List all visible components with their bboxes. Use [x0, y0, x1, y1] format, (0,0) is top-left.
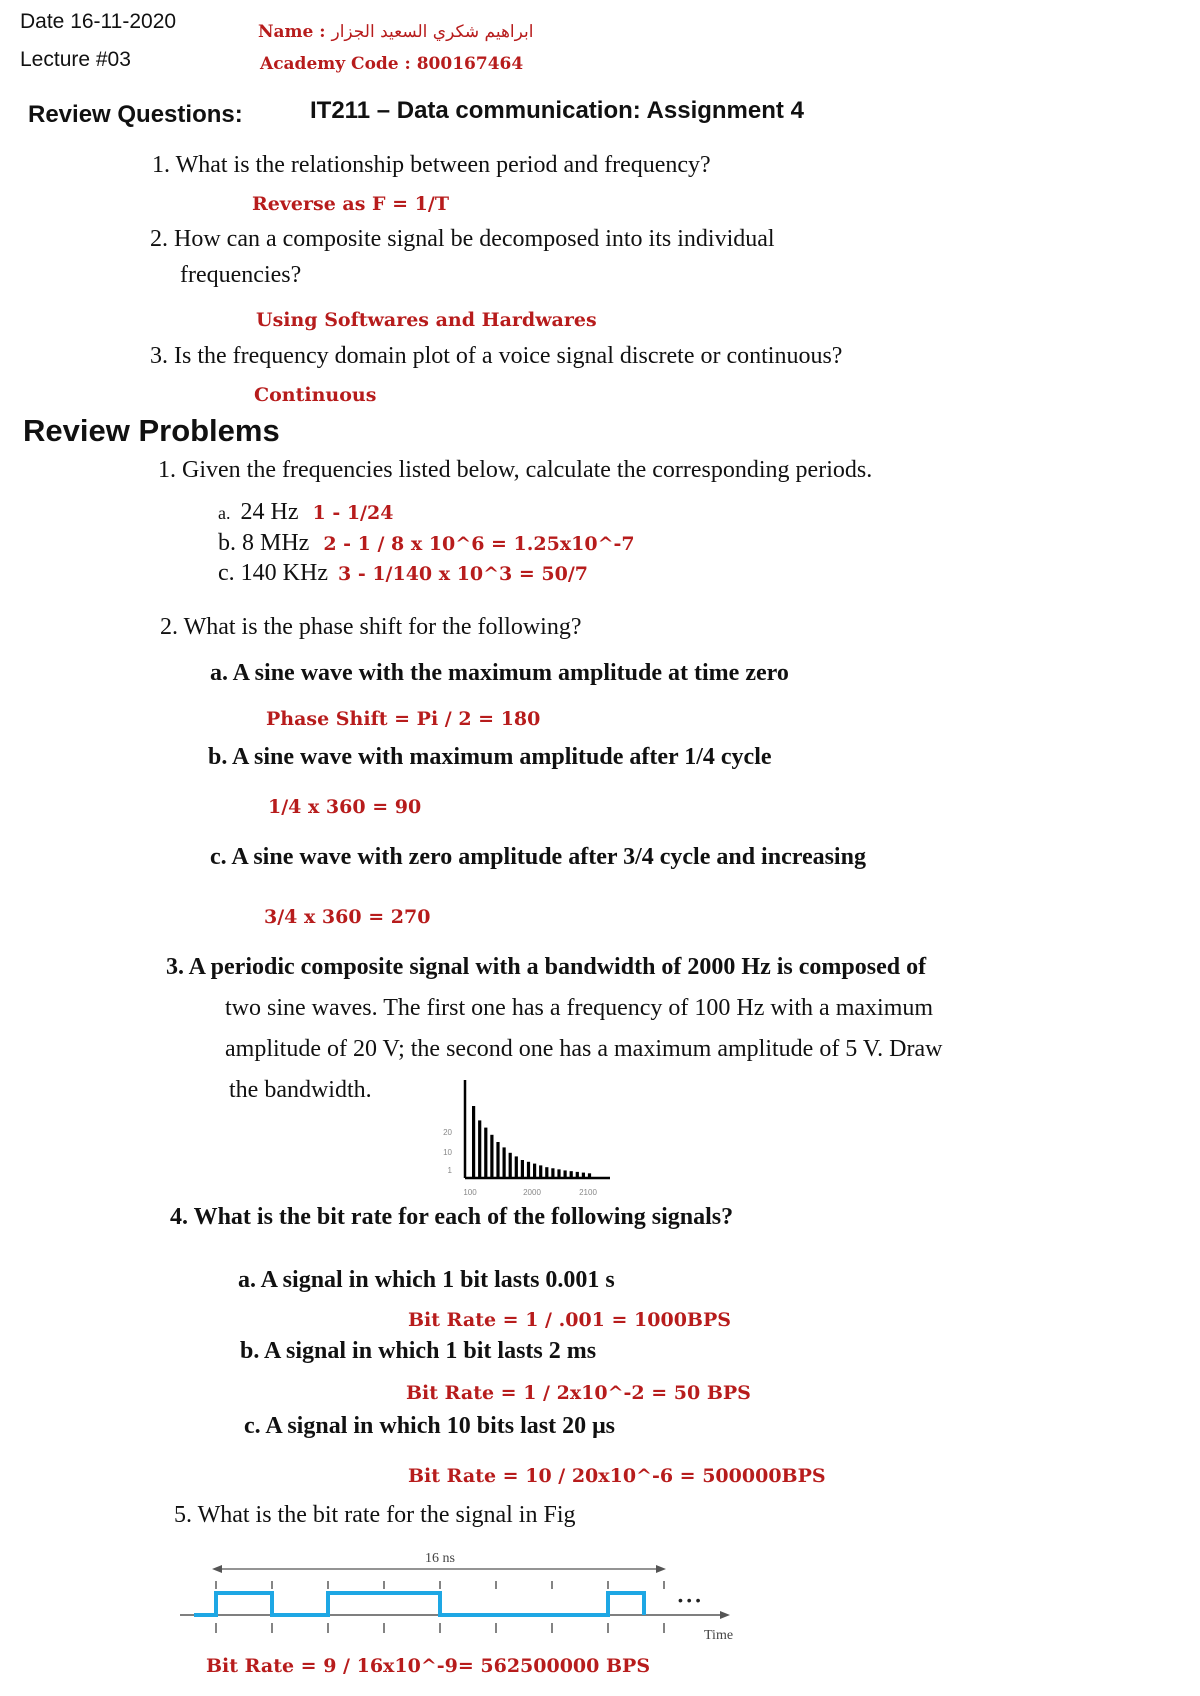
name-value: ابراهيم شكري السعيد الجزار	[331, 22, 534, 42]
answer-3: Continuous	[254, 384, 377, 406]
problem-2c-question: c. A sine wave with zero amplitude after 3/4 cycle and increasing	[210, 844, 866, 870]
problem-3-line-3: amplitude of 20 V; the second one has a maximum amplitude of 5 V. Draw	[225, 1036, 943, 1062]
bandwidth-bar	[490, 1135, 493, 1178]
item-label: c.	[218, 560, 235, 586]
problem-4c-question: c. A signal in which 10 bits last 20 μs	[244, 1413, 616, 1439]
arrow-head-left	[212, 1565, 222, 1573]
bandwidth-bar	[509, 1153, 512, 1178]
bandwidth-bar	[472, 1106, 475, 1178]
item-value: 140 KHz	[240, 560, 328, 586]
problem-4-question: 4. What is the bit rate for each of the following signals?	[170, 1204, 734, 1230]
x-tick-label: 2000	[523, 1188, 541, 1197]
problem-2b-question: b. A sine wave with maximum amplitude after 1/4 cycle	[208, 744, 772, 770]
bandwidth-chart	[420, 1075, 640, 1205]
answer-1: Reverse as F = 1/T	[252, 193, 449, 215]
assignment-title: IT211 – Data communication: Assignment 4	[310, 97, 804, 124]
bandwidth-bar	[533, 1164, 536, 1178]
problem-3-line-1: 3. A periodic composite signal with a bandwidth of 2000 Hz is composed of	[166, 954, 927, 980]
review-problems-heading: Review Problems	[23, 413, 280, 448]
problem-1-item-c	[218, 560, 588, 587]
question-1: 1. What is the relationship between period and frequency?	[152, 152, 711, 178]
problem-5-question: 5. What is the bit rate for the signal in Fig	[174, 1502, 576, 1528]
bandwidth-bar	[557, 1169, 560, 1178]
name-label: Name :	[258, 22, 326, 42]
y-tick-label: 1	[447, 1166, 452, 1175]
y-tick-label: 10	[443, 1148, 452, 1157]
problem-4a-answer: Bit Rate = 1 / .001 = 1000BPS	[408, 1309, 731, 1331]
bandwidth-bar	[515, 1156, 518, 1178]
answer-2: Using Softwares and Hardwares	[256, 309, 597, 331]
item-answer: 2 - 1 / 8 x 10^6 = 1.25x10^-7	[323, 533, 635, 555]
student-name	[258, 22, 534, 42]
date-text: Date 16-11-2020	[20, 10, 177, 33]
signal-waveform	[194, 1593, 644, 1615]
problem-3-line-2: two sine waves. The first one has a frequency of 100 Hz with a maximum	[225, 995, 934, 1021]
problem-1-item-b	[218, 530, 635, 557]
problem-2-question: 2. What is the phase shift for the following?	[160, 614, 582, 640]
time-axis-arrow	[720, 1611, 730, 1619]
problem-4c-answer: Bit Rate = 10 / 20x10^-6 = 500000BPS	[408, 1465, 826, 1487]
problem-1-question: 1. Given the frequencies listed below, calculate the corresponding periods.	[158, 457, 873, 483]
problem-2a-answer: Phase Shift = Pi / 2 = 180	[266, 708, 541, 730]
problem-3-line-4: the bandwidth.	[229, 1077, 372, 1103]
time-label: Time	[704, 1628, 734, 1643]
question-2-line-2: frequencies?	[180, 262, 302, 288]
bandwidth-bar	[496, 1142, 499, 1178]
problem-1-item-a	[218, 499, 393, 526]
bandwidth-bar	[503, 1147, 506, 1178]
lecture-text: Lecture #03	[20, 48, 131, 71]
x-tick-label: 100	[463, 1188, 477, 1197]
bandwidth-bar	[478, 1120, 481, 1178]
item-answer: 3 - 1/140 x 10^3 = 50/7	[337, 563, 589, 585]
bandwidth-bar	[551, 1168, 554, 1178]
problem-2b-answer: 1/4 x 360 = 90	[268, 796, 422, 818]
item-value: 24 Hz	[240, 499, 299, 525]
problem-2a-question: a. A sine wave with the maximum amplitude at time zero	[210, 660, 789, 686]
academy-code: Academy Code : 800167464	[260, 54, 524, 74]
problem-4b-question: b. A signal in which 1 bit lasts 2 ms	[240, 1338, 597, 1364]
item-label: a.	[218, 503, 231, 523]
question-3: 3. Is the frequency domain plot of a voice signal discrete or continuous?	[150, 343, 843, 369]
review-questions-label: Review Questions:	[28, 101, 243, 128]
ellipsis: • • •	[678, 1592, 701, 1608]
bandwidth-bar	[521, 1160, 524, 1178]
problem-2c-answer: 3/4 x 360 = 270	[264, 906, 431, 928]
y-tick-label: 20	[443, 1128, 452, 1137]
problem-4b-answer: Bit Rate = 1 / 2x10^-2 = 50 BPS	[406, 1382, 751, 1404]
bandwidth-bar	[484, 1128, 487, 1178]
problem-5-answer: Bit Rate = 9 / 16x10^-9= 562500000 BPS	[206, 1655, 651, 1677]
bandwidth-bar	[527, 1162, 530, 1178]
problem-4a-question: a. A signal in which 1 bit lasts 0.001 s	[238, 1267, 615, 1293]
bandwidth-bar	[539, 1165, 542, 1178]
duration-label: 16 ns	[425, 1551, 455, 1566]
digital-signal-figure	[180, 1545, 740, 1655]
item-label: b.	[218, 530, 236, 556]
item-value: 8 MHz	[242, 530, 310, 556]
question-2-line-1: 2. How can a composite signal be decomposed into its individual	[150, 226, 775, 252]
item-answer: 1 - 1/24	[312, 502, 394, 524]
bandwidth-bar	[545, 1167, 548, 1178]
arrow-head-right	[656, 1565, 666, 1573]
x-tick-label: 2100	[579, 1188, 597, 1197]
